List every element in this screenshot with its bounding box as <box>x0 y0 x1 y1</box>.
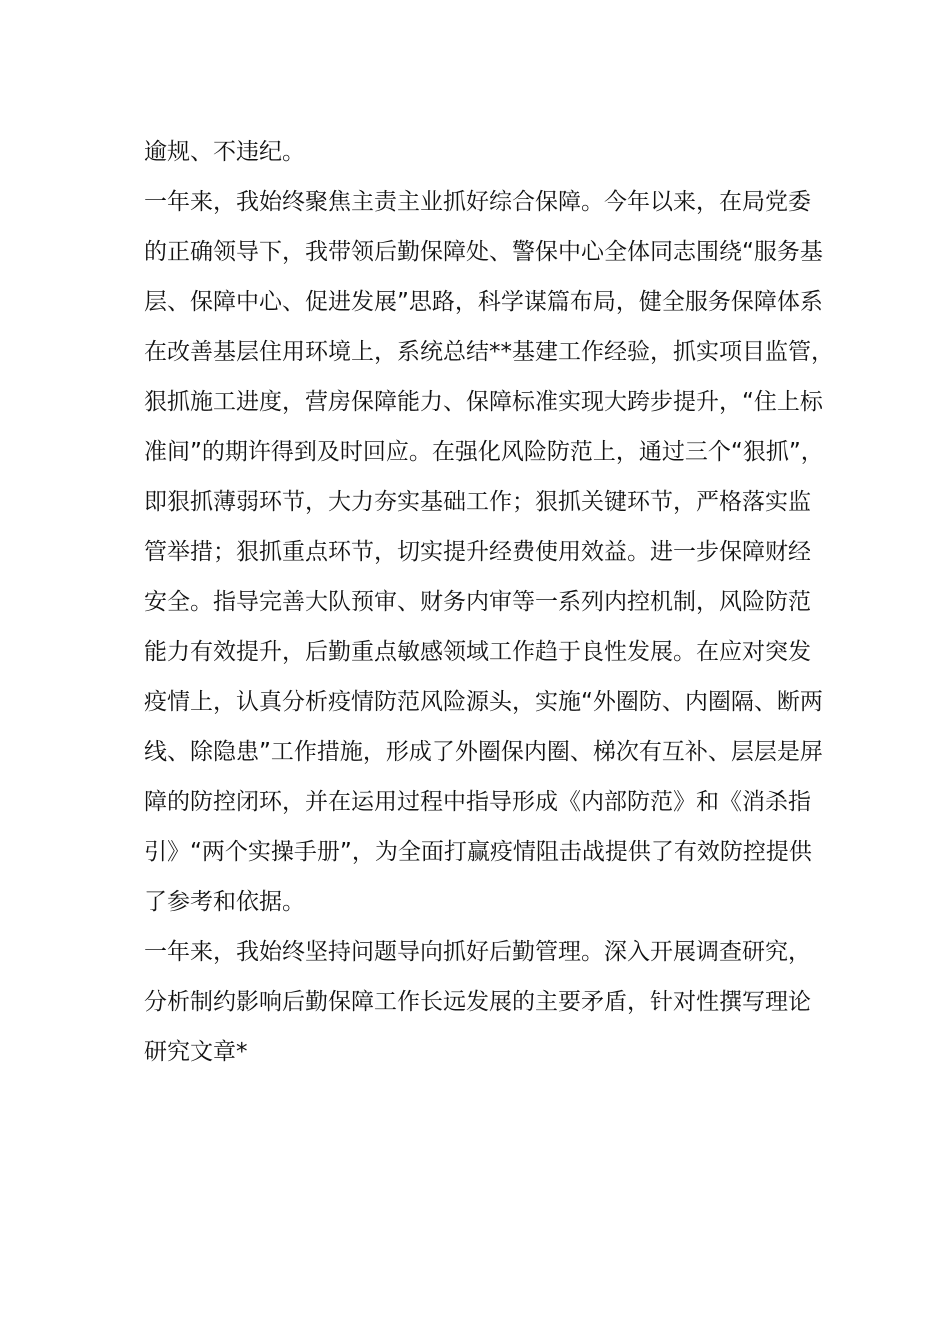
text-line: 一年来，我始终坚持问题导向抓好后勤管理。深入开展调查研究， <box>144 939 811 965</box>
text-line: 安全。指导完善大队预审、财务内审等一系列内控机制，风险防范 <box>144 589 811 615</box>
text-line: 准间”的期许得到及时回应。在强化风险防范上，通过三个“狠抓”， <box>144 439 824 465</box>
text-line: 一年来，我始终聚焦主责主业抓好综合保障。今年以来，在局党委 <box>144 189 811 215</box>
text-line: 分析制约影响后勤保障工作长远发展的主要矛盾，针对性撰写理论 <box>144 989 811 1015</box>
text-line: 狠抓施工进度，营房保障能力、保障标准实现大跨步提升，“住上标 <box>144 389 823 415</box>
text-line: 在改善基层住用环境上，系统总结**基建工作经验，抓实项目监管， <box>144 339 834 365</box>
document-body <box>144 127 844 1077</box>
text-line: 能力有效提升，后勤重点敏感领域工作趋于良性发展。在应对突发 <box>144 639 811 665</box>
text-line: 线、除隐患”工作措施，形成了外圈保内圈、梯次有互补、层层是屏 <box>144 739 823 765</box>
text-line: 研究文章* <box>144 1039 248 1065</box>
text-line: 了参考和依据。 <box>144 889 305 915</box>
text-line: 障的防控闭环，并在运用过程中指导形成《内部防范》和《消杀指 <box>144 789 811 815</box>
text-line: 管举措；狠抓重点环节，切实提升经费使用效益。进一步保障财经 <box>144 539 811 565</box>
text-line: 的正确领导下，我带领后勤保障处、警保中心全体同志围绕“服务基 <box>144 239 823 265</box>
text-line: 疫情上，认真分析疫情防范风险源头，实施“外圈防、内圈隔、断两 <box>144 689 823 715</box>
text-line: 层、保障中心、促进发展”思路，科学谋篇布局，健全服务保障体系 <box>144 289 823 315</box>
text-line: 即狠抓薄弱环节，大力夯实基础工作；狠抓关键环节，严格落实监 <box>144 489 811 515</box>
text-line: 引》“两个实操手册”，为全面打赢疫情阻击战提供了有效防控提供 <box>144 839 812 865</box>
text-line: 逾规、不违纪。 <box>144 139 305 165</box>
